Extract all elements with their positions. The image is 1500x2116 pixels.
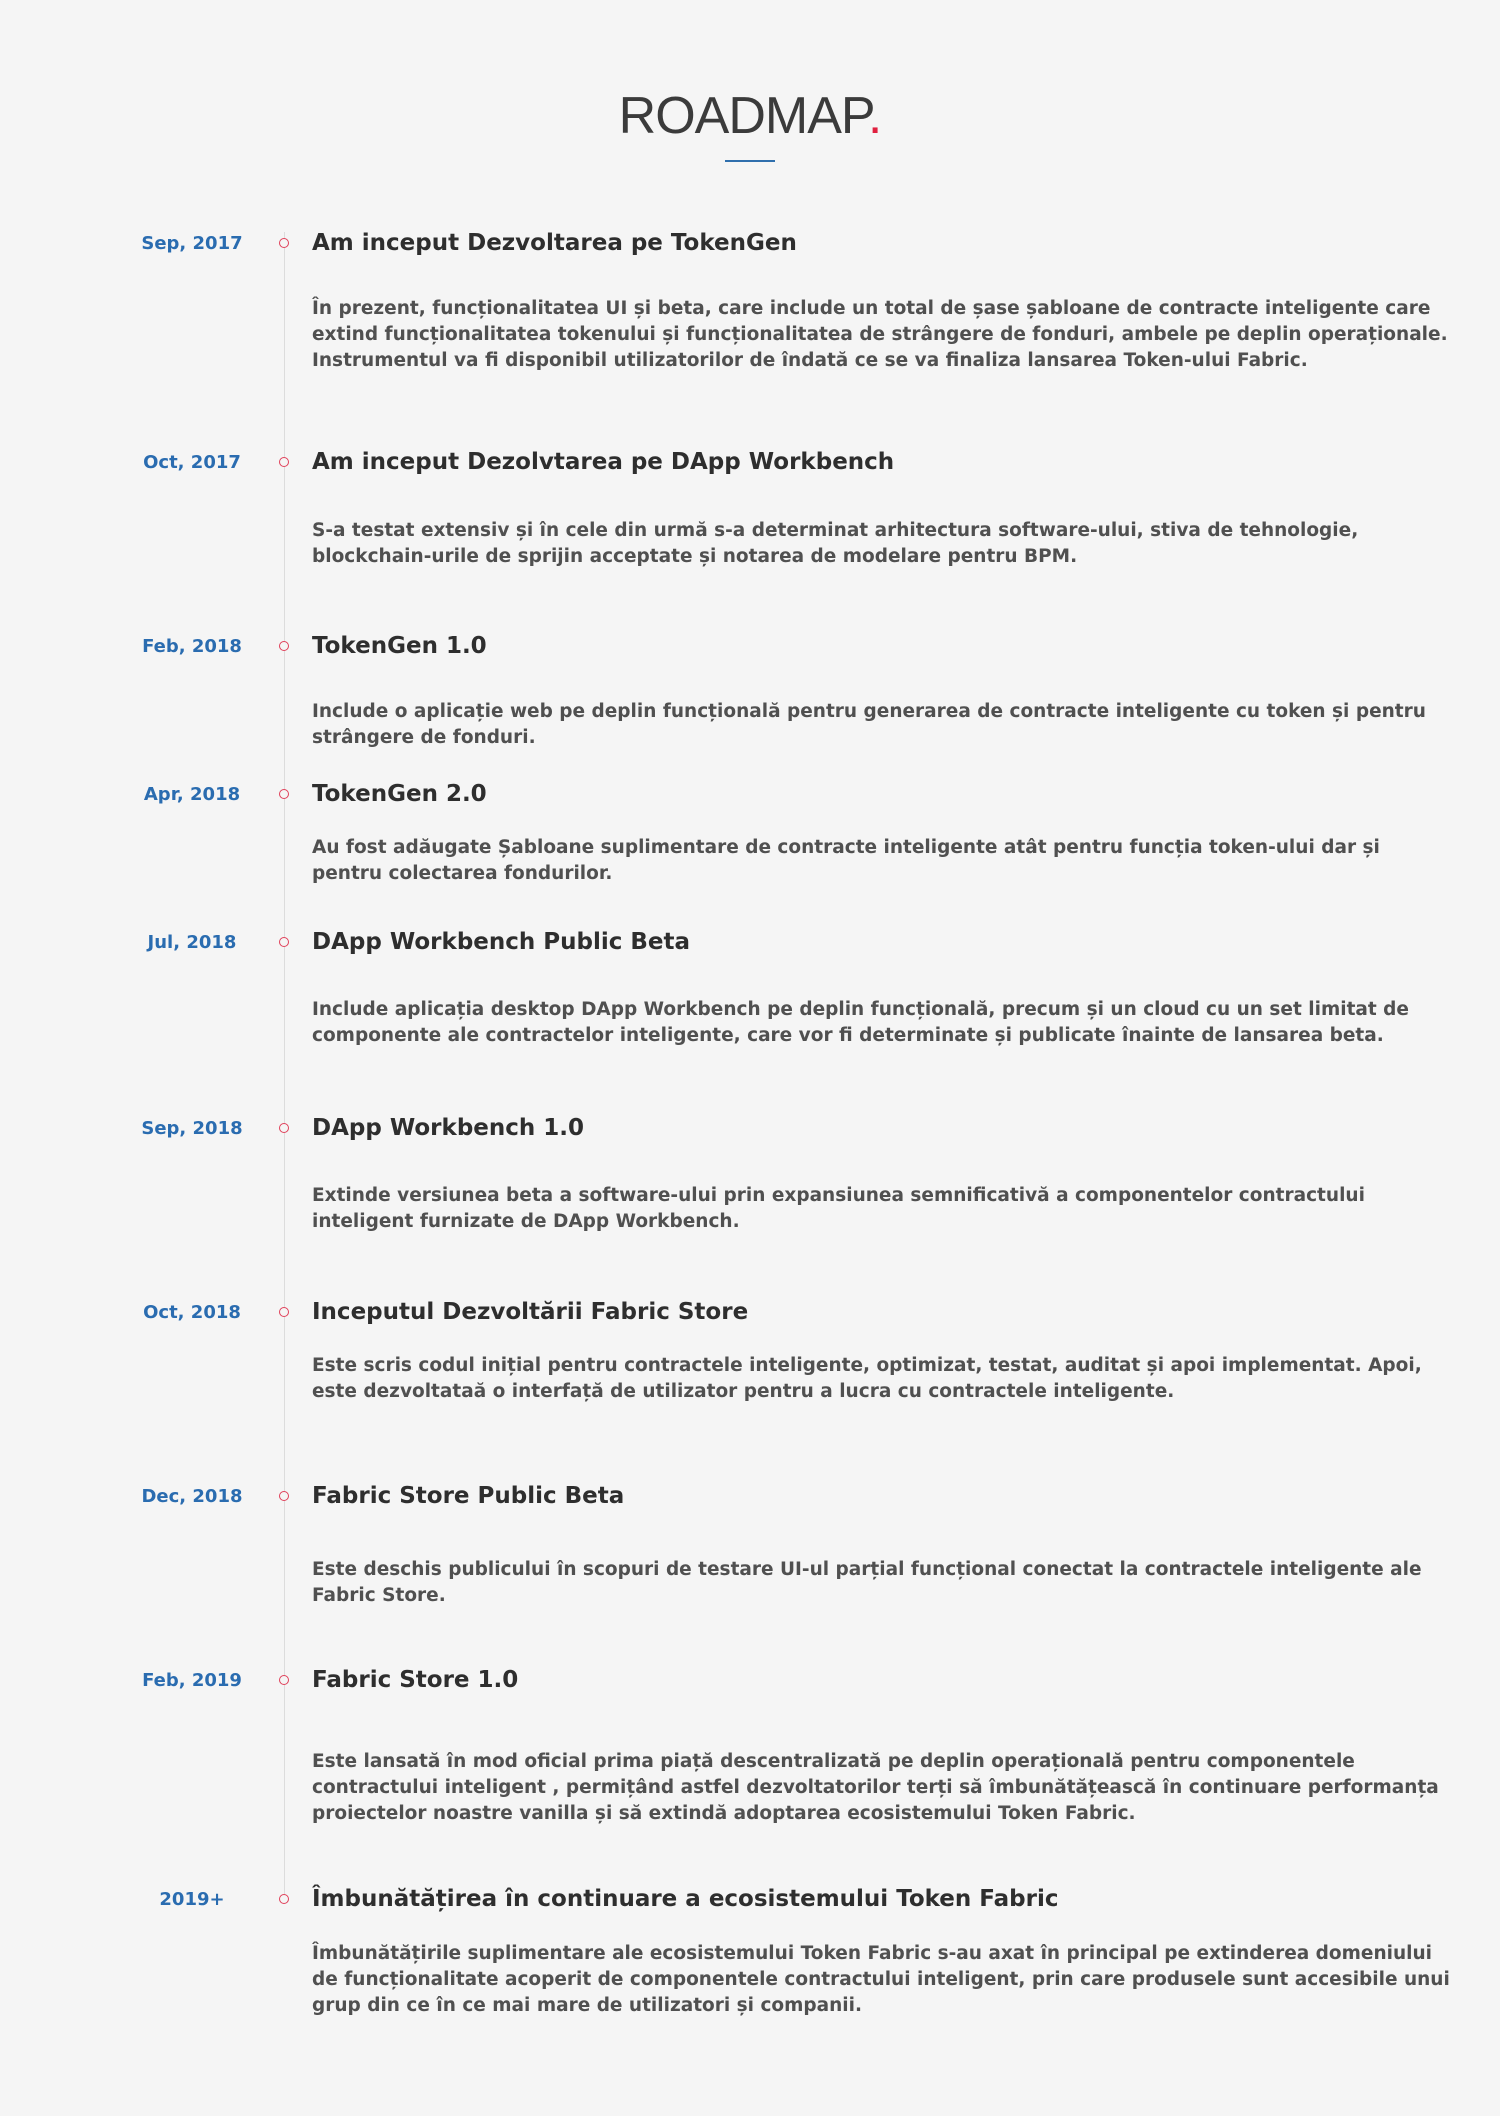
entry-date: Oct, 2018 (143, 1302, 241, 1323)
entry-description: Au fost adăugate Șabloane suplimentare de contracte inteligente atât pentru funcția token-ului dar și pentru colectarea fondurilor. (312, 837, 1380, 884)
entry-title: TokenGen 2.0 (312, 781, 487, 807)
entry-title: Fabric Store Public Beta (312, 1483, 625, 1509)
timeline-marker-icon (279, 238, 289, 248)
entry-title: TokenGen 1.0 (312, 633, 487, 659)
title-underline (725, 160, 775, 162)
entry-date: Sep, 2018 (141, 1118, 243, 1139)
timeline-marker-icon (279, 937, 289, 947)
timeline-marker-icon (279, 789, 289, 799)
entry-description: Este lansată în mod oficial prima piață descentralizată pe deplin operațională pentru componentele contractului inteligent , permițând astfel dezvoltatorilor terți să îmbunătățească în continuare performanța proiectelor noastre vanilla și să extindă adoptarea ecosistemului Token Fabric. (312, 1751, 1439, 1824)
entry-description: Este scris codul inițial pentru contractele inteligente, optimizat, testat, auditat și apoi implementat. Apoi, este dezvoltataă o interfață de utilizator pentru a lucra cu contractele inteligente. (312, 1355, 1422, 1402)
entry-date: 2019+ (159, 1889, 225, 1910)
entry-title: Îmbunătățirea în continuare a ecosistemului Token Fabric (312, 1886, 1059, 1912)
entry-description: Include aplicația desktop DApp Workbench pe deplin funcțională, precum și un cloud cu un set limitat de componente ale contractelor inteligente, care vor fi determinate și publicate înainte de lansarea beta. (312, 999, 1409, 1046)
title-accent-dot: . (867, 87, 882, 145)
entry-date: Sep, 2017 (141, 233, 243, 254)
entry-description: În prezent, funcționalitatea UI și beta, care include un total de șase șabloane de contracte inteligente care extind funcționalitatea tokenului și funcționalitatea de strângere de fonduri, ambele pe deplin operaționale. Instrumentul va fi disponibil utilizatorilor de îndată ce se va finaliza lansarea Token-ului Fabric. (312, 298, 1448, 371)
timeline-marker-icon (279, 1675, 289, 1685)
entry-description: Extinde versiunea beta a software-ului prin expansiunea semnificativă a componentelor contractului inteligent furnizate de DApp Workbench. (312, 1185, 1365, 1232)
timeline-marker-icon (279, 1491, 289, 1501)
entry-date: Apr, 2018 (143, 784, 241, 805)
entry-title: Fabric Store 1.0 (312, 1667, 519, 1693)
page-title (0, 82, 1500, 150)
entry-date: Feb, 2019 (142, 1670, 242, 1691)
entry-title: Inceputul Dezvoltării Fabric Store (312, 1299, 749, 1325)
timeline-marker-icon (279, 641, 289, 651)
timeline-marker-icon (279, 457, 289, 467)
entry-description: Include o aplicație web pe deplin funcțională pentru generarea de contracte inteligente cu token și pentru strângere de fonduri. (312, 701, 1426, 748)
page-title-text: ROADMAP (618, 87, 868, 145)
entry-date: Dec, 2018 (141, 1486, 243, 1507)
timeline-marker-icon (279, 1894, 289, 1904)
entry-title: Am inceput Dezolvtarea pe DApp Workbench (312, 449, 895, 475)
entry-title: DApp Workbench Public Beta (312, 929, 691, 955)
entry-title: Am inceput Dezvoltarea pe TokenGen (312, 230, 797, 256)
entry-description: Este deschis publicului în scopuri de testare UI-ul parțial funcțional conectat la contractele inteligente ale Fabric Store. (312, 1559, 1422, 1606)
timeline-marker-icon (279, 1123, 289, 1133)
entry-date: Feb, 2018 (142, 636, 242, 657)
entry-description: S-a testat extensiv și în cele din urmă s-a determinat arhitectura software-ului, stiva de tehnologie, blockchain-urile de sprijin acceptate și notarea de modelare pentru BPM. (312, 520, 1359, 567)
timeline-marker-icon (279, 1307, 289, 1317)
timeline-axis (284, 232, 285, 1900)
entry-date: Jul, 2018 (147, 932, 237, 953)
entry-description: Îmbunătățirile suplimentare ale ecosistemului Token Fabric s-au axat în principal pe extinderea domeniului de funcționalitate acoperit de componentele contractului inteligent, prin care produsele sunt accesibile unui grup din ce în ce mai mare de utilizatori și companii. (312, 1943, 1450, 2016)
entry-date: Oct, 2017 (143, 452, 241, 473)
entry-title: DApp Workbench 1.0 (312, 1115, 585, 1141)
